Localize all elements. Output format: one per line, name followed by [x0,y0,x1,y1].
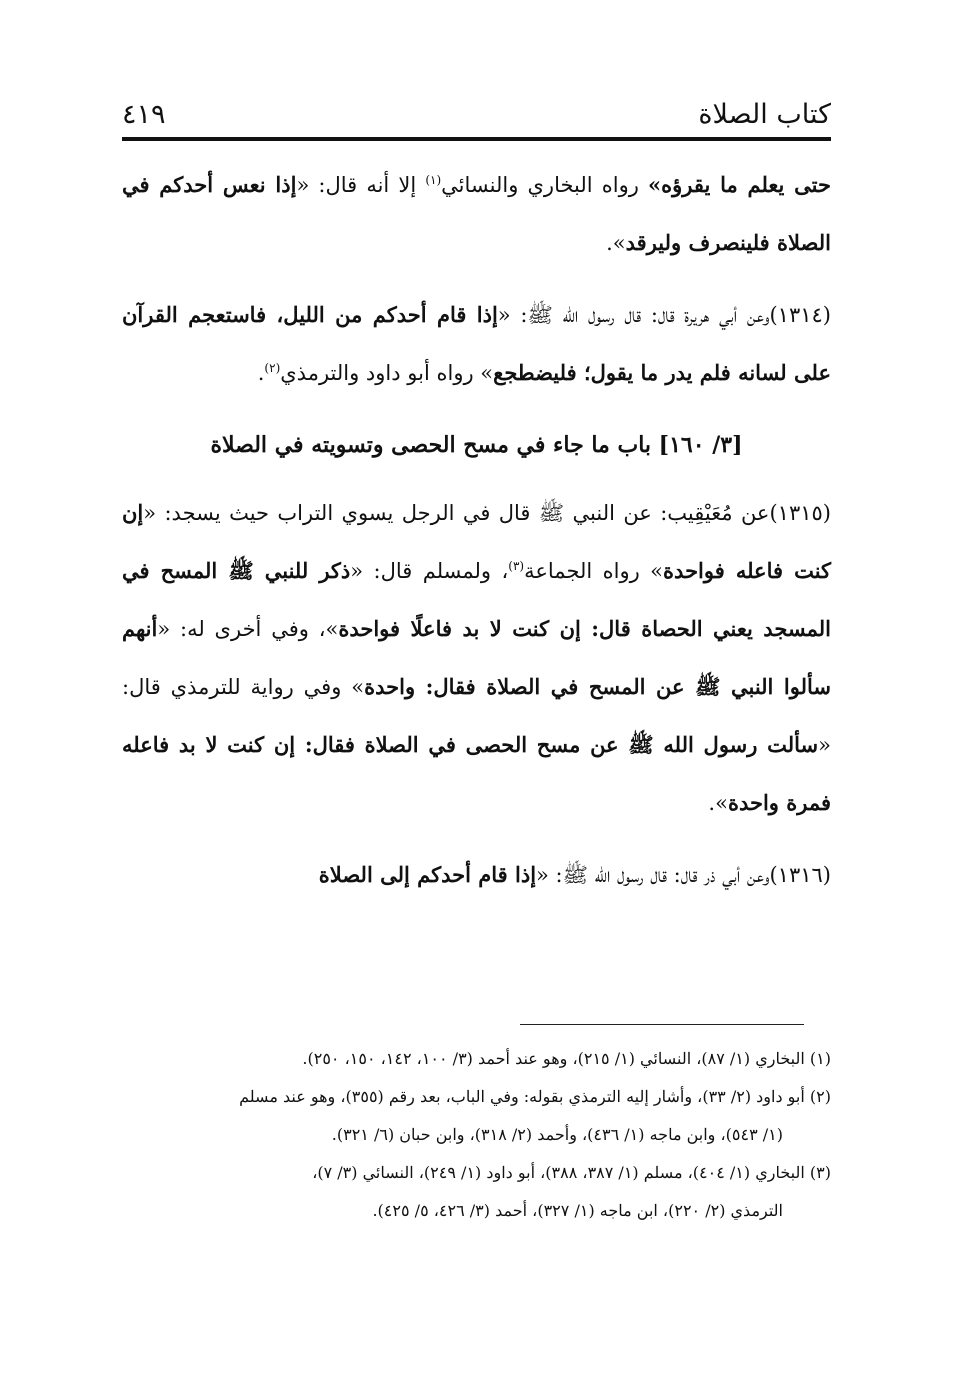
footnote-3: (٣) البخاري (١/ ٤٠٤)، مسلم (١/ ٣٨٧، ٣٨٨)، أبو داود (١/ ٢٤٩)، النسائي (٣/ ٧)، [312,1163,831,1182]
hadith-1314 [122,286,831,402]
running-title: كتاب الصلاة [698,99,831,130]
footnote-3-continued: الترمذي (٢/ ٢٢٠)، ابن ماجه (١/ ٣٢٧)، أحمد (٣/ ٤٢٦، ٥/ ٤٢٥). [372,1201,783,1220]
footnote-marker[interactable]: (٣) [508,559,525,573]
footnote-marker[interactable]: (٢) [264,361,281,375]
hadith-1315 [122,484,831,832]
quote-text: إن كنت فاعله فواحدة [122,500,832,583]
footnote-marker[interactable]: (١) [425,173,442,187]
page-number: ٤١٩ [122,99,166,130]
hadith-1316 [122,846,831,904]
narration-text: ». [606,231,626,255]
narration-text: (١٣١٥)عن مُعَيْقِيب: عن النبي ﷺ قال في الرجل يسوي التراب حيث يسجد: « [143,501,831,525]
narration-text: ، ولمسلم قال: « [350,559,509,583]
footnote-1: (١) البخاري (١/ ٨٧)، النسائي (١/ ٢١٥)، وهو عند أحمد (٣/ ١٠٠، ١٤٢، ١٥٠، ٢٥٠). [302,1049,831,1068]
page-header [122,88,831,132]
narration-text: (١٣١٤)وعن أبي هريرة قال: قال رسول الله ﷺ: « [497,303,831,327]
footnote-separator [520,1024,804,1025]
footnotes [122,1040,831,1230]
header-rule [122,137,831,141]
quote-text: إذا قام أحدكم من الليل، فاستعجم القرآن على لسانه فلم يدر ما يقول؛ فليضطجع [122,302,831,385]
quote-text: إذا نعس أحدكم في الصلاة فلينصرف وليرقد [122,172,831,255]
quote-text: إذا قام أحدكم إلى الصلاة [318,862,537,887]
narration-text: رواه البخاري والنسائي [441,173,648,197]
narration-text: (١٣١٦)وعن أبي ذر قال: قال رسول الله ﷺ: « [536,863,831,887]
narration-text: » رواه الجماعة [524,559,664,583]
footnote-2: (٢) أبو داود (٢/ ٣٣)، وأشار إليه الترمذي بقوله: وفي الباب، بعد رقم (٣٥٥)، وهو عند مسلم [239,1087,831,1106]
main-text [122,156,831,918]
narration-text: . [257,361,265,385]
narration-text: ». [708,791,728,815]
quote-text: حتى يعلم ما يقرؤه» [647,172,831,197]
quote-text: سألت رسول الله ﷺ عن مسح الحصى في الصلاة فقال: إن كنت لا بد فاعله فمرة واحدة [122,732,831,815]
chapter-heading: [٣/ ١٦٠] باب ما جاء في مسح الحصى وتسويته في الصلاة [210,432,743,458]
narration-text: » وفي رواية للترمذي قال: « [122,675,831,757]
narration-text: إلا أنه قال: « [296,173,426,197]
narration-text: »، وفي أخرى له: « [157,617,339,641]
quote-text: أنهم سألوا النبي ﷺ عن المسح في الصلاة فقال: واحدة [122,616,831,699]
footnote-2-continued: (١/ ٥٤٣)، وابن ماجه (١/ ٤٣٦)، وأحمد (٢/ ٣١٨)، وابن حبان (٦/ ٣٢١). [331,1125,783,1144]
narration-text: » رواه أبو داود والترمذي [280,361,494,385]
quote-text: ذكر للنبي ﷺ المسح في المسجد يعني الحصاة قال: إن كنت لا بد فاعلًا فواحدة [122,558,831,641]
paragraph-continuation [122,156,831,272]
